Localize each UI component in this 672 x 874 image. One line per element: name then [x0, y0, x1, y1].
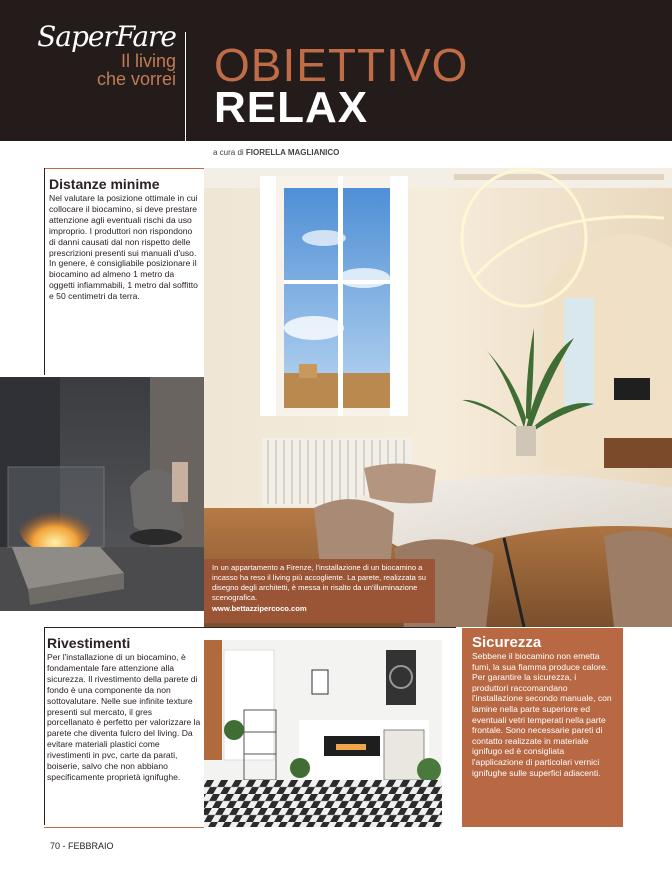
- brand-subtitle-line1: Il living: [120, 51, 176, 71]
- sicurezza-text: Sebbene il biocamino non emetta fumi, la sua fiamma produce calore. Per garantire la sicurezza, i produttori raccomandano l'installazione secondo manuale, con lamine nella parte superiore ed eventuali vetri temperati nella parte frontale. Sono necessarie pareti di contatto realizzate in materiale ignifugo ed è consigliata l'applicazione di particolari vernici ignifughe sulle superfici adiacenti.: [472, 651, 612, 778]
- header-divider: [185, 32, 186, 142]
- headline-line1: OBIETTIVO: [214, 39, 469, 91]
- rivestimenti-text: Per l'installazione di un biocamino, è fondamentale fare attenzione alla sicurezza. Il rivestimento della parete di fondo è una componente da non sottovalutare. Nelle sue infinite texture presenti sul mercato, il gres porcellanato è perfetto per valorizzare la parete che diventa fulcro del living. Da evitare materiali plastici come rivestimenti in pvc, carte da parati, boiserie, salvo che non abbiano specificamente proprietà ignifughe.: [47, 652, 201, 782]
- middle-divider: [44, 627, 456, 628]
- living-room-photo-illustration: [204, 640, 442, 827]
- distanze-top-rule: [45, 168, 204, 169]
- distanze-left-rule: [44, 168, 45, 375]
- rivestimenti-box: [45, 631, 203, 826]
- caption-website-link[interactable]: www.bettazzipercoco.com: [212, 604, 307, 613]
- page-folio: 70 - FEBBRAIO: [50, 841, 114, 851]
- fireplace-photo-illustration: [0, 377, 204, 611]
- distanze-minime-text: Nel valutare la posizione ottimale in cui collocare il biocamino, si deve prestare attenzione agli eventuali rischi da uso improprio. I produttori non rispondono di danni causati dal non rispetto delle prescrizioni presenti sui manuali d'uso. In genere, è consigliabile posizionare il biocamino ad almeno 1 metro da oggetti infiammabili, 1 metro dal soffitto e 50 centimetri da terra.: [49, 193, 198, 302]
- rivestimenti-title: Rivestimenti: [47, 635, 131, 651]
- byline: [213, 148, 339, 157]
- sicurezza-box: [462, 628, 623, 827]
- headline-line2: RELAX: [214, 83, 369, 132]
- byline-prefix: a cura di: [213, 148, 244, 157]
- living-room-photo: [204, 640, 442, 827]
- distanze-minime-box: [45, 170, 204, 375]
- sicurezza-title: Sicurezza: [472, 634, 542, 651]
- brand-block: [10, 22, 176, 88]
- fireplace-photo: [0, 377, 204, 611]
- distanze-minime-title: Distanze minime: [49, 176, 160, 192]
- brand-subtitle-line2: che vorrei: [96, 69, 176, 89]
- byline-author: FIORELLA MAGLIANICO: [245, 148, 340, 157]
- main-photo-caption: [204, 559, 435, 623]
- brand-logo: SaperFare: [37, 20, 176, 53]
- footer-rule: [44, 827, 204, 828]
- caption-text: In un appartamento a Firenze, l'installazione di un biocamino a incasso ha reso il living più accogliente. La parete, realizzata su disegno degli architetti, è messa in risalto da un'illuminazione scenografica.: [212, 563, 427, 602]
- page-header: [0, 0, 672, 141]
